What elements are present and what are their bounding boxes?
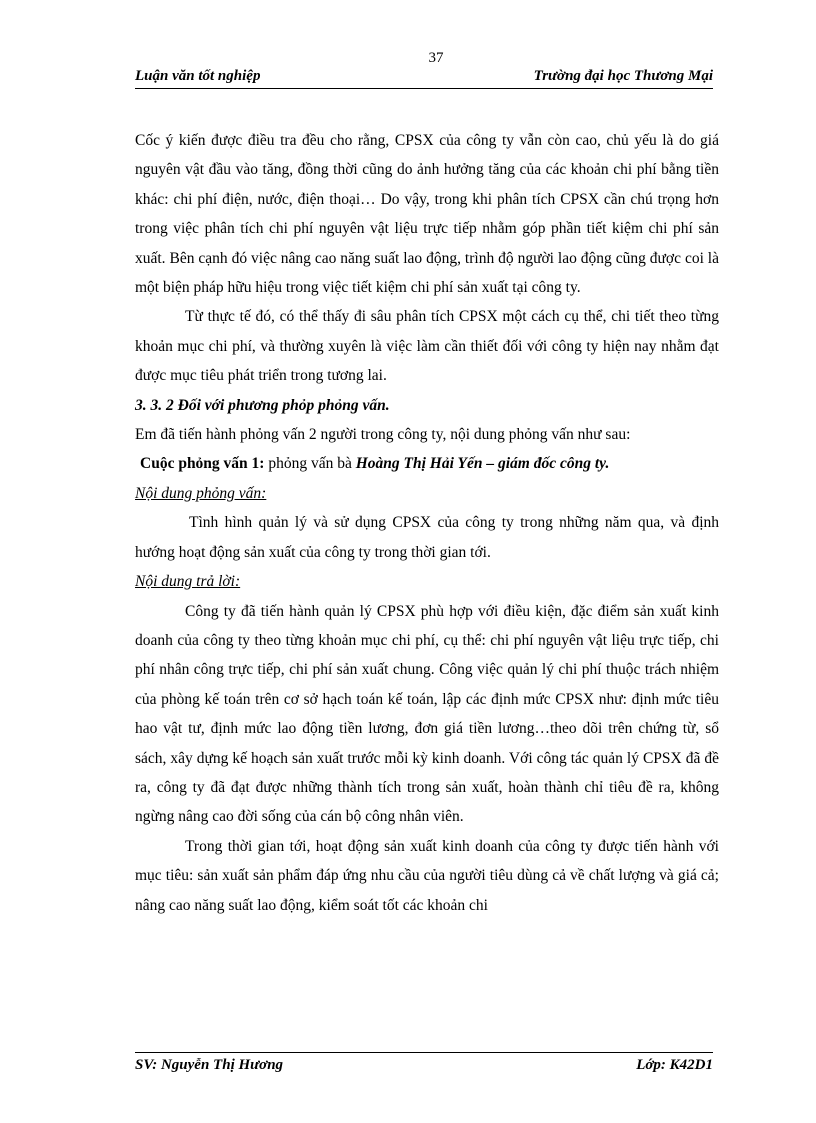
interview-intro: Em đã tiến hành phỏng vấn 2 người trong công ty, nội dung phỏng vấn như sau: [135, 426, 631, 444]
interview-title [135, 449, 719, 478]
page-header [135, 68, 713, 89]
interview-label: Cuộc phỏng vấn 1: [140, 455, 265, 473]
footer-class-label: Lớp: K42D1 [636, 1057, 713, 1073]
paragraph-conclusion: Từ thực tế đó, có thể thấy đi sâu phân tích CPSX một cách cụ thể, chi tiết theo từng khoản mục chi phí, và thường xuyên là việc làm cần thiết đối với công ty hiện nay nhằm đạt được mục tiêu phát triển trong tương lai. [135, 308, 719, 385]
section-heading: 3. 3. 2 Đối với phương phỏp phỏng vấn. [135, 396, 390, 414]
answer-paragraph-future: Trong thời gian tới, hoạt động sản xuất kinh doanh của công ty được tiến hành với mục tiêu: sản xuất sản phẩm đáp ứng nhu cầu của người tiêu dùng cả về chất lượng và giá cả; nâng cao năng suất lao động, kiểm soát tốt các khoản chi [135, 837, 719, 914]
footer-student-name: SV: Nguyễn Thị Hương [135, 1057, 284, 1073]
document-body [135, 126, 719, 920]
interview-mid-text: phỏng vấn bà [264, 455, 356, 473]
interviewee-name: Hoàng Thị Hải Yến – giám đốc công ty. [355, 455, 610, 473]
answer-heading: Nội dung trả lời: [135, 573, 241, 591]
interview-content-heading: Nội dung phỏng vấn: [135, 484, 267, 502]
page-footer [135, 1052, 713, 1077]
header-university-label: Trường đại học Thương Mại [533, 68, 713, 84]
page-number: 37 [428, 50, 444, 66]
header-thesis-label: Luận văn tốt nghiệp [135, 68, 261, 84]
answer-paragraph-management: Công ty đã tiến hành quản lý CPSX phù hợp với điều kiện, đặc điểm sản xuất kinh doanh của công ty theo từng khoản mục chi phí, cụ thể: chi phí nguyên vật liệu trực tiếp, chi phí nhân công trực tiếp, chi phí sản xuất chung. Công việc quản lý chi phí thuộc trách nhiệm của phòng kế toán trên cơ sở hạch toán kế toán, lập các định mức CPSX như: định mức tiêu hao vật tư, định mức lao động tiền lương, đơn giá tiền lương…theo dõi trên chứng từ, sổ sách, xây dựng kế hoạch sản xuất trước mỗi kỳ kinh doanh. Với công tác quản lý CPSX đã đề ra, công ty đã đạt được những thành tích trong sản xuất, hoàn thành chỉ tiêu đề ra, không ngừng nâng cao đời sống của cán bộ công nhân viên. [135, 602, 719, 826]
interview-content-text: Tình hình quản lý và sử dụng CPSX của công ty trong những năm qua, và định hướng hoạt động sản xuất của công ty trong thời gian tới. [135, 514, 719, 561]
paragraph-survey-opinions: Cốc ý kiến được điều tra đều cho rằng, CPSX của công ty vẫn còn cao, chủ yếu là do giá nguyên vật đầu vào tăng, đồng thời cũng do ảnh hưởng tăng của các khoản chi phí bằng tiền khác: chi phí điện, nước, điện thoại… Do vậy, trong khi phân tích CPSX cần chú trọng hơn trong việc phân tích chi phí nguyên vật liệu trực tiếp nhằm góp phần tiết kiệm chi phí sản xuất. Bên cạnh đó việc nâng cao năng suất lao động, trình độ người lao động cũng được coi là một biện pháp hữu hiệu trong việc tiết kiệm chi phí sản xuất tại công ty. [135, 132, 719, 297]
